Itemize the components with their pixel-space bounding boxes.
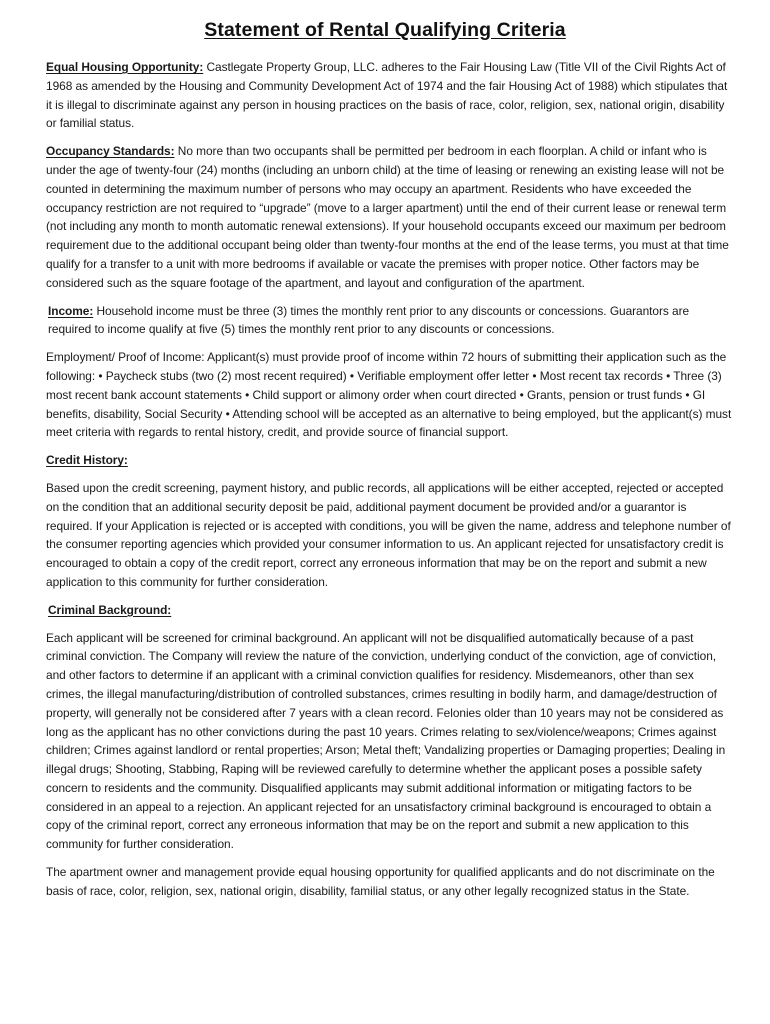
criminal-section	[46, 629, 732, 855]
income-text: Household income must be three (3) times the monthly rent prior to any discounts or concessions. Guarantors are required to income qualify at five (5) times the monthly rent prior to any discounts or concessions.	[48, 303, 690, 337]
document-body	[46, 58, 732, 910]
credit-text: Based upon the credit screening, payment history, and public records, all applications will be either accepted, rejected or accepted on the condition that an additional security deposit be paid, additional payment document be provided and/or a guarantor is required. If your Application is rejected or is accepted with conditions, you will be given the name, address and telephone number of the consumer reporting agencies which provided your consumer information to us. An applicant rejected for unsatisfactory credit is encouraged to obtain a copy of the credit report, correct any erroneous information that may be on the report and submit a new application to this community for further consideration.	[46, 480, 731, 589]
equal-housing-label: Equal Housing Opportunity:	[46, 60, 204, 74]
document-title: Statement of Rental Qualifying Criteria	[204, 19, 566, 41]
equal-housing-text: Castlegate Property Group, LLC. adheres to the Fair Housing Law (Title VII of the Civil Rights Act of 1968 as amended by the Housing and Community Development Act of 1974 and the fair Housing Act of 1988) which stipulates that it is illegal to discriminate against any person in housing practices on the basis of race, color, religion, sex, national origin, disability or familial status.	[46, 60, 728, 131]
closing-section	[46, 863, 732, 901]
occupancy-text: No more than two occupants shall be permitted per bedroom in each floorplan. A child or infant who is under the age of twenty-four (24) months (including an unborn child) at the time of leasing or renewing an existing lease will not be counted in determining the maximum number of persons who may occupy an apartment. Residents who have exceeded the occupancy restriction are not required to “upgrade” (move to a larger apartment) until the end of their current lease or renewal term (not including any month to month automatic renewal extensions). If your household occupants exceed our maximum per bedroom requirement due to the additional occupant being older than twenty-four months at the end of the lease terms, you must at that time qualify for a transfer to a unit with more bedrooms if available or vacate the premises with proper notice. Other factors may be considered such as the square footage of the apartment, and layout and configuration of the apartment.	[46, 144, 729, 290]
criminal-text: Each applicant will be screened for criminal background. An applicant will not be disqualified automatically because of a past criminal conviction. The Company will review the nature of the conviction, underlying conduct of the conviction, age of conviction, and other factors to determine if an applicant with a criminal conviction qualifies for residency. Misdemeanors, other than sex crimes, the illegal manufacturing/distribution of controlled substances, crimes resulting in bodily harm, and damage/destruction of property, will generally not be considered after 7 years with a clean record. Felonies older than 10 years may not be considered as long as the applicant has no other convictions during the past 10 years. Crimes relating to sex/violence/weapons; Crimes against children; Crimes against landlord or rental properties; Arson; Metal theft; Vandalizing properties or Damaging properties; Dealing in illegal drugs; Shooting, Stabbing, Raping will be reviewed carefully to determine whether the applicant poses a possible safety concern to residents and the community. Disqualified applicants may submit additional information or mitigating factors to be considered in an appeal to a rejection. An applicant rejected for an unsatisfactory criminal background is encouraged to obtain a copy of the criminal report, correct any erroneous information that may be on the report and submit a new application to this community for further consideration.	[46, 630, 726, 852]
criminal-heading	[46, 601, 732, 620]
income-label: Income:	[48, 303, 94, 318]
credit-section	[46, 479, 732, 592]
employment-text: Employment/ Proof of Income: Applicant(s) must provide proof of income within 72 hours of submitting their application such as the following: • Paycheck stubs (two (2) most recent required) • Verifiable employment offer letter • Most recent tax records • Three (3) most recent bank account statements • Child support or alimony order when court directed • Grants, pension or trust funds • GI benefits, disability, Social Security • Attending school will be accepted as an alternative to being employed, but the applicant(s) must meet criteria with regards to rental history, credit, and provide source of financial support.	[46, 350, 732, 440]
closing-text: The apartment owner and management provide equal housing opportunity for qualified applicants and do not discriminate on the basis of race, color, religion, sex, national origin, disability, familial status, or any other legally recognized status in the State.	[46, 865, 715, 898]
occupancy-label: Occupancy Standards:	[46, 144, 175, 159]
income-section	[46, 302, 732, 340]
criminal-label: Criminal Background:	[48, 602, 172, 617]
employment-section	[46, 348, 732, 442]
occupancy-section	[46, 142, 732, 292]
credit-heading	[46, 451, 732, 470]
equal-housing-section	[46, 58, 732, 133]
credit-label: Credit History:	[46, 453, 128, 468]
